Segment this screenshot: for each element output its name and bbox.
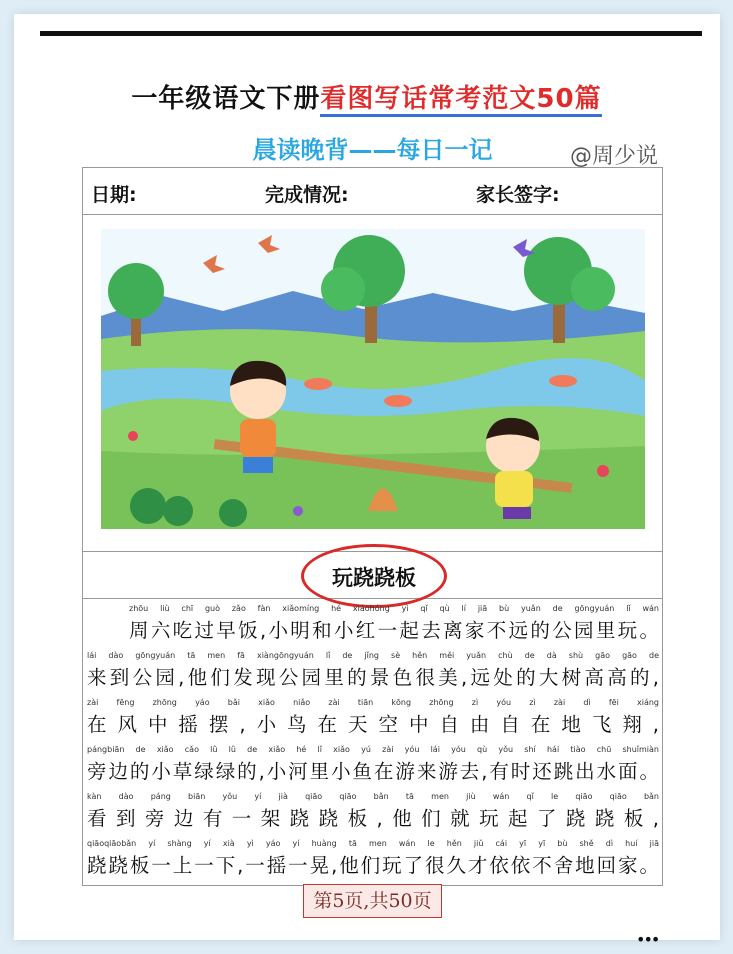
more-options-icon[interactable]: ••• xyxy=(636,930,659,949)
pinyin-line: lái dào gōngyuán tā men fā xiàngōngyuán lǐ de jǐng sè hěn měi yuǎn chù de dà shù gāo gāo de xyxy=(87,651,659,660)
seesaw-illustration xyxy=(93,221,653,541)
heading-row xyxy=(83,551,662,599)
hanzi-line: 看到旁边有一架跷跷板,他们就玩起了跷跷板, xyxy=(87,807,659,830)
status-label: 完成情况: xyxy=(265,184,349,206)
page-subtitle: 晨读晚背——每日一记 xyxy=(252,136,493,164)
pinyin-line: qiāoqiāobǎn yí shàng yí xià yì yáo yí huàng tā men wán le hěn jiǔ cái yī yī bù shě dì huí jiā xyxy=(87,839,659,848)
passage-line xyxy=(87,695,662,742)
passage-line xyxy=(87,601,662,648)
passage-line xyxy=(87,742,662,789)
page-counter: 第5页,共50页 xyxy=(303,884,442,918)
hanzi-line: 来到公园,他们发现公园里的景色很美,远处的大树高高的, xyxy=(87,666,659,689)
essay-passage xyxy=(87,601,662,883)
pinyin-line: kàn dào páng biān yǒu yí jià qiāo qiāo bǎn tā men jiù wán qǐ le qiāo qiāo bǎn xyxy=(87,792,659,801)
passage-line xyxy=(87,648,662,695)
hanzi-line: 在风中摇摆,小鸟在天空中自由自在地飞翔, xyxy=(87,713,659,736)
author-watermark: @周少说 xyxy=(570,144,659,169)
pinyin-line: zài fēng zhōng yáo bǎi xiǎo niǎo zài tiān kōng zhōng zì yóu zì zài dì fēi xiáng xyxy=(87,698,659,707)
hanzi-line: 周六吃过早饭,小明和小红一起去离家不远的公园里玩。 xyxy=(129,619,659,642)
passage-line xyxy=(87,789,662,836)
info-row xyxy=(83,168,662,215)
hanzi-line: 旁边的小草绿绿的,小河里小鱼在游来游去,有时还跳出水面。 xyxy=(87,760,659,783)
pinyin-line: zhōu liù chī guò zǎo fàn xiǎomíng hé xiǎohóng yì qǐ qù lí jiā bù yuǎn de gōngyuán lǐ wán xyxy=(129,604,659,613)
top-rule xyxy=(40,31,702,36)
hanzi-line: 跷跷板一上一下,一摇一晃,他们玩了很久才依依不舍地回家。 xyxy=(87,854,659,877)
date-label: 日期: xyxy=(91,184,137,206)
essay-title: 玩跷跷板 xyxy=(332,566,416,590)
pinyin-line: pángbiān de xiǎo cǎo lǜ lǜ de xiǎo hé lǐ xiǎo yú zài yóu lái yóu qù yǒu shí hái tiào chū shuǐmiàn xyxy=(87,745,659,754)
passage-line xyxy=(87,836,662,883)
writing-frame xyxy=(82,167,663,886)
parent-signature-label: 家长签字: xyxy=(476,184,560,206)
title-prefix: 一年级语文下册 xyxy=(131,84,321,114)
title-highlight: 看图写话常考范文50篇 xyxy=(320,84,601,117)
page-title xyxy=(0,78,733,115)
